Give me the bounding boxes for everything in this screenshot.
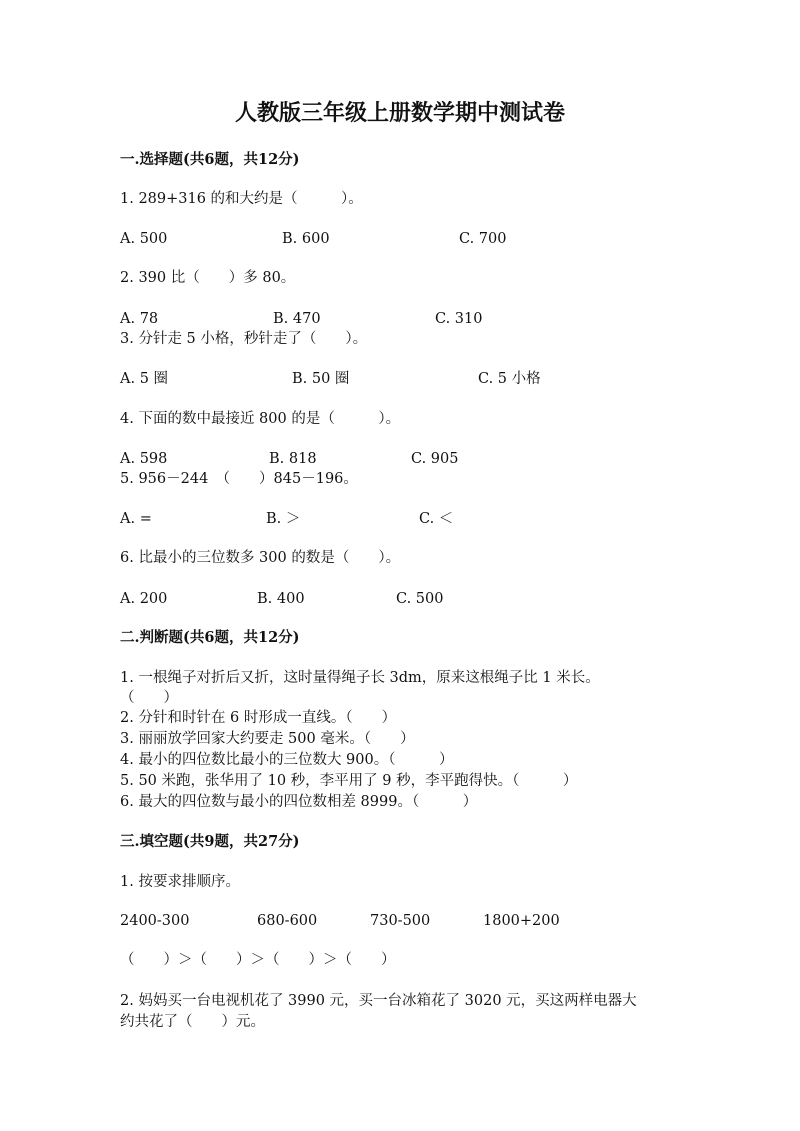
question-stem: 2. 390 比（ ）多 80。 xyxy=(120,270,296,286)
answer-blanks: （ ）＞（ ）＞（ ）＞（ ） xyxy=(120,952,396,968)
question-stem: 2. 妈妈买一台电视机花了 3990 元，买一台冰箱花了 3020 元，买这两样电器大 xyxy=(120,993,637,1009)
section-heading-judgement: 二.判断题(共6题，共12分) xyxy=(120,629,300,646)
section-heading-fill: 三.填空题(共9题，共27分) xyxy=(120,833,300,850)
option-b: B. 50 圈 xyxy=(292,371,350,387)
option-a: A. 5 圈 xyxy=(120,371,169,387)
question-stem: 2. 分针和时针在 6 时形成一直线。（ ） xyxy=(120,710,397,726)
answer-blank: （ ） xyxy=(120,690,178,706)
option-b: B. 470 xyxy=(273,311,321,327)
option-b: B. 818 xyxy=(269,451,317,467)
option-c: C. 310 xyxy=(435,311,483,327)
question-stem: 6. 比最小的三位数多 300 的数是（ ）。 xyxy=(120,550,401,566)
option-b: B. 400 xyxy=(257,591,305,607)
question-stem: 5. 50 米跑，张华用了 10 秒，李平用了 9 秒，李平跑得快。（ ） xyxy=(120,773,578,789)
question-stem: 3. 丽丽放学回家大约要走 500 毫米。（ ） xyxy=(120,731,415,747)
option-a: A. 200 xyxy=(120,591,168,607)
option-a: A. 598 xyxy=(120,451,168,467)
option-c: C. 700 xyxy=(459,231,507,247)
section-heading-choice: 一.选择题(共6题，共12分) xyxy=(120,151,300,168)
sort-item: 680-600 xyxy=(257,913,318,929)
option-c: C. 5 小格 xyxy=(478,371,541,387)
sort-item: 730-500 xyxy=(370,913,431,929)
option-a: A. 500 xyxy=(120,231,168,247)
question-stem: 1. 289+316 的和大约是（ ）。 xyxy=(120,191,363,207)
question-stem: 3. 分针走 5 小格，秒针走了（ ）。 xyxy=(120,331,368,347)
question-stem: 6. 最大的四位数与最小的四位数相差 8999。（ ） xyxy=(120,794,478,810)
question-stem: 4. 下面的数中最接近 800 的是（ ）。 xyxy=(120,411,401,427)
option-c: C. 500 xyxy=(396,591,444,607)
question-stem: 1. 按要求排顺序。 xyxy=(120,874,240,890)
sort-item: 1800+200 xyxy=(483,913,560,929)
option-b: B. ＞ xyxy=(266,511,301,527)
option-a: A. = xyxy=(120,511,152,527)
option-c: C. 905 xyxy=(411,451,459,467)
question-stem-continued: 约共花了（ ）元。 xyxy=(120,1014,265,1030)
option-c: C. ＜ xyxy=(419,511,454,527)
page-title: 人教版三年级上册数学期中测试卷 xyxy=(234,100,565,126)
question-stem: 1. 一根绳子对折后又折，这时量得绳子长 3dm，原来这根绳子比 1 米长。 xyxy=(120,670,600,686)
question-stem: 5. 956－244 （ ）845－196。 xyxy=(120,471,358,487)
option-b: B. 600 xyxy=(282,231,330,247)
question-stem: 4. 最小的四位数比最小的三位数大 900。（ ） xyxy=(120,752,454,768)
sort-item: 2400-300 xyxy=(120,913,190,929)
option-a: A. 78 xyxy=(120,311,159,327)
